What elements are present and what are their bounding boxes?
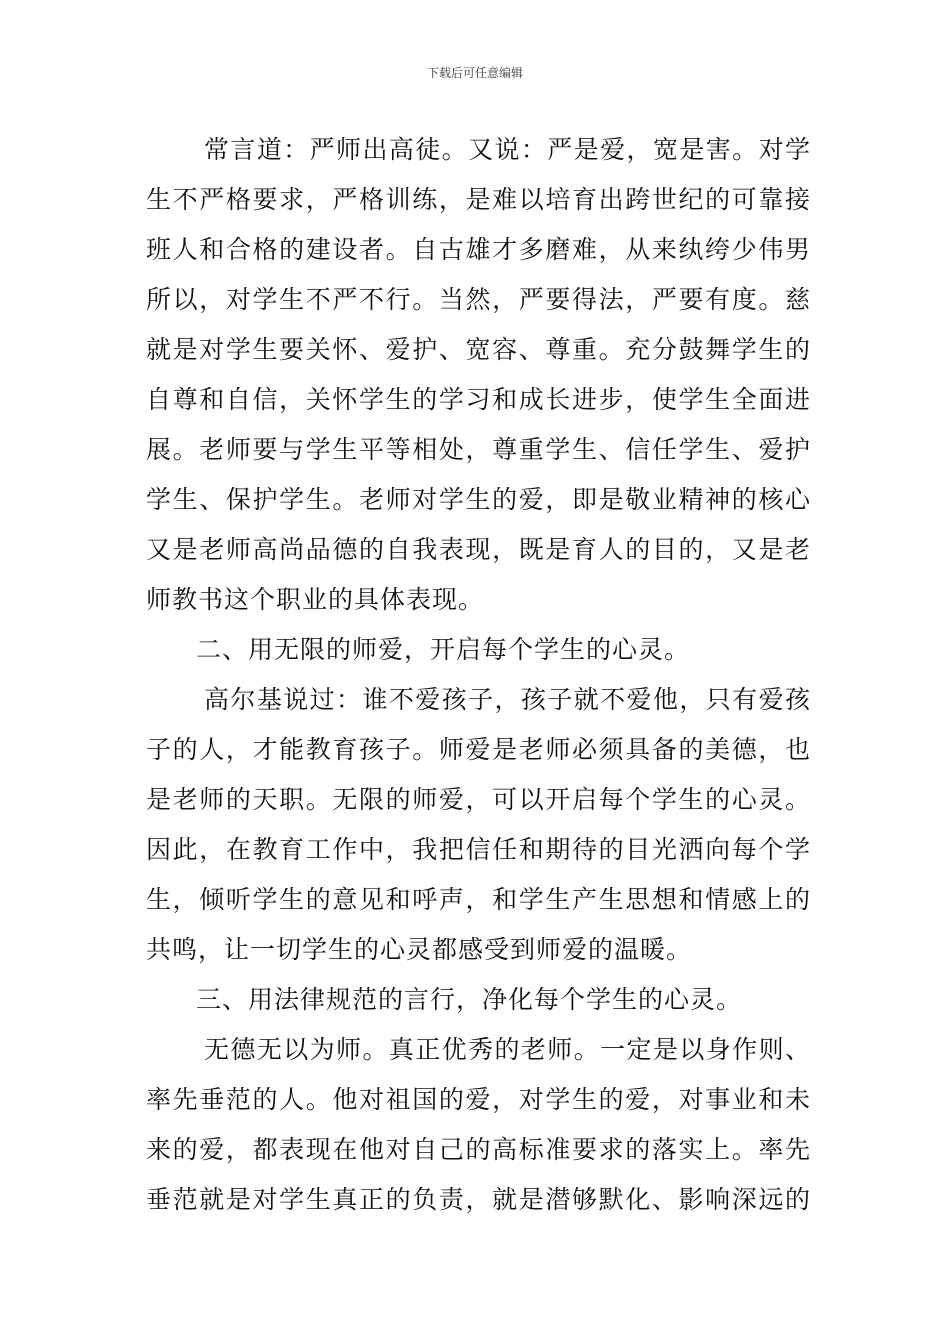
- page-header-note: 下载后可任意编辑: [426, 66, 523, 80]
- text-line: 垂范就是对学生真正的负责，就是潜够默化、影响深远的: [146, 1185, 811, 1214]
- section-heading-text: 二、用无限的师爱，开启每个学生的心灵。: [196, 635, 691, 664]
- text-line: 因此，在教育工作中，我把信任和期待的目光洒向每个学: [146, 835, 811, 864]
- text-line: 常言道：严师出高徒。又说：严是爱，宽是害。对学: [204, 135, 811, 164]
- section-heading-2: [146, 625, 811, 675]
- text-line: 率先垂范的人。他对祖国的爱，对学生的爱，对事业和未: [146, 1085, 811, 1114]
- text-line: 生，倾听学生的意见和呼声，和学生产生思想和情感上的: [146, 885, 811, 914]
- text-line: 高尔基说过：谁不爱孩子，孩子就不爱他，只有爱孩: [204, 685, 811, 714]
- document-body: [146, 125, 811, 1225]
- text-line: 自尊和自信，关怀学生的学习和成长进步，使学生全面进: [146, 385, 811, 414]
- text-line: 就是对学生要关怀、爱护、宽容、尊重。充分鼓舞学生的: [146, 335, 811, 364]
- text-line: 学生、保护学生。老师对学生的爱，即是敬业精神的核心: [146, 485, 811, 514]
- text-line: 展。老师要与学生平等相处，尊重学生、信任学生、爱护: [146, 435, 811, 464]
- text-line: 来的爱，都表现在他对自己的高标准要求的落实上。率先: [146, 1135, 811, 1164]
- text-line: 子的人，才能教育孩子。师爱是老师必须具备的美德，也: [146, 735, 811, 764]
- section-heading-text: 三、用法律规范的言行，净化每个学生的心灵。: [196, 985, 743, 1014]
- text-line: 又是老师高尚品德的自我表现，既是育人的目的，又是老: [146, 535, 811, 564]
- text-line: 师教书这个职业的具体表现。: [146, 585, 485, 614]
- text-line: 班人和合格的建设者。自古雄才多磨难，从来纨绔少伟男: [146, 235, 811, 264]
- section-heading-3: [146, 975, 811, 1025]
- paragraph-1: [146, 125, 811, 625]
- paragraph-5: [146, 1025, 811, 1225]
- text-line: 共鸣，让一切学生的心灵都感受到师爱的温暖。: [146, 935, 693, 964]
- text-line: 无德无以为师。真正优秀的老师。一定是以身作则、: [204, 1035, 811, 1064]
- text-line: 所以，对学生不严不行。当然，严要得法，严要有度。慈: [146, 285, 811, 314]
- paragraph-3: [146, 675, 811, 975]
- text-line: 生不严格要求，严格训练，是难以培育出跨世纪的可靠接: [146, 185, 811, 214]
- text-line: 是老师的天职。无限的师爱，可以开启每个学生的心灵。: [146, 785, 811, 814]
